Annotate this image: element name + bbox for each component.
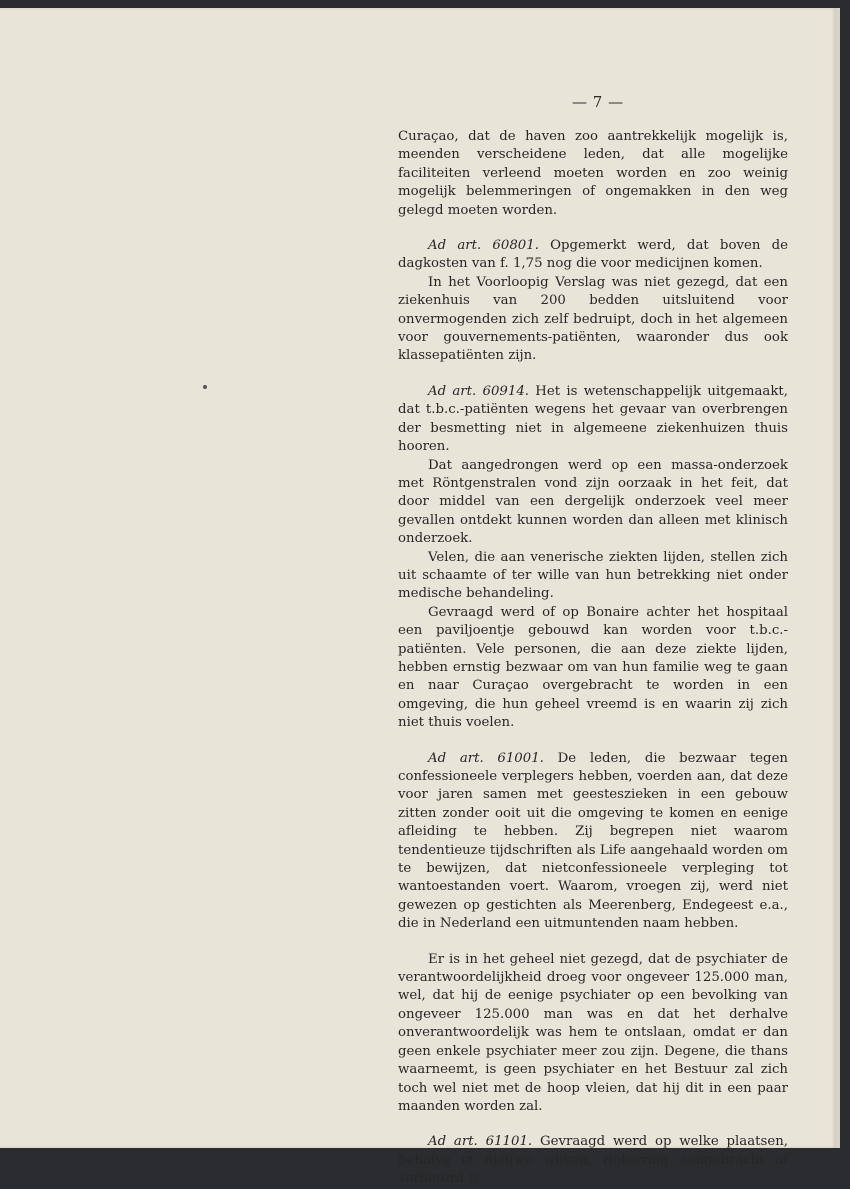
paragraph-ad-art-60801: Ad art. 60801. Opgemerkt werd, dat boven de dagkosten van f. 1,75 nog die voor medicijnen komen. <box>398 238 788 272</box>
ink-dot <box>203 385 207 389</box>
body-text <box>398 128 788 1189</box>
article-reference: Ad art. 61101. <box>428 1134 533 1150</box>
article-reference: Ad art. 60914. <box>428 383 530 399</box>
paragraph-ad-art-61001: Ad art. 61001. De leden, die bezwaar tegen confessioneele verplegers hebben, voerden aan, dat deze voor jaren samen met geesteszieken in een gebouw zitten zonder ooit uit die omgeving te komen en eenige afleiding te hebben. Zij begrepen niet waarom tendentieuze tijdschriften als Life aangehaald worden om te bewijzen, dat nietconfessioneele verpleging tot wantoestanden voert. Waarom, vroegen zij, werd niet gewezen op gestichten als Meerenberg, Endegeest e.a., die in Nederland een uitmuntenden naam hebben. <box>398 750 788 932</box>
paragraph-9: Er is in het geheel niet gezegd, dat de psychiater de verantwoordelijkheid droeg voor ongeveer 125.000 man, wel, dat hij de eenige psychiater op een bevolking van ongeveer 125.000 man was en dat het derhalve onverantwoordelijk was hem te ontslaan, omdat er dan geen enkele psychiater meer zou zijn. Degene, die thans waarneemt, is geen psychiater en het Bestuur zal zich toch wel niet met de hoop vleien, dat hij dit in een paar maanden worden zal. <box>398 951 788 1114</box>
article-reference: Ad art. 61001. <box>428 750 544 766</box>
paragraph-7: Gevraagd werd of op Bonaire achter het hospitaal een paviljoentje gebouwd kan worden voor t.b.c.-patiënten. Vele personen, die aan deze ziekte lijden, hebben ernstig bezwaar om van hun familie weg te gaan en naar Curaçao overgebracht te worden in een omgeving, die hun geheel vreemd is en waarin zij zich niet thuis voelen. <box>398 604 788 731</box>
article-reference: Ad art. 60801. <box>428 238 539 254</box>
paragraph-3: In het Voorloopig Verslag was niet gezegd, dat een ziekenhuis van 200 bedden uitsluitend voor onvermogenden zich zelf bedruipt, doch in het algemeen voor gouvernements-patiënten, waaronder dus ook klassepatiënten zijn. <box>398 274 788 364</box>
paragraph-1: Curaçao, dat de haven zoo aantrekkelijk mogelijk is, meenden verscheidene leden, dat alle mogelijke faciliteiten verleend moeten worden en zoo weinig mogelijk belemmeringen of ongemakken in den weg gelegd moeten worden. <box>398 129 788 218</box>
page-edge <box>836 8 840 1148</box>
page-number: — 7 — <box>572 93 624 111</box>
paragraph-ad-art-60914: Ad art. 60914. Het is wetenschappelijk uitgemaakt, dat t.b.c.-patiënten wegens het gevaar van overbrengen der besmetting niet in algemeene ziekenhuizen thuis hooren. <box>398 383 788 455</box>
paragraph-5: Dat aangedrongen werd op een massa-onderzoek met Röntgenstralen vond zijn oorzaak in het feit, dat door middel van een dergelijk onderzoek veel meer gevallen ontdekt kunnen worden dan alleen met klinisch onderzoek. <box>398 457 788 547</box>
paragraph-6: Velen, die aan venerische ziekten lijden, stellen zich uit schaamte of ter wille van hun betrekking niet onder medische behandeling. <box>398 549 788 602</box>
paragraph-ad-art-61101: Ad art. 61101. Gevraagd werd op welke plaatsen, behalve in nieuwe wijken, rioleering aangebracht of verbeterd is. <box>398 1134 788 1187</box>
